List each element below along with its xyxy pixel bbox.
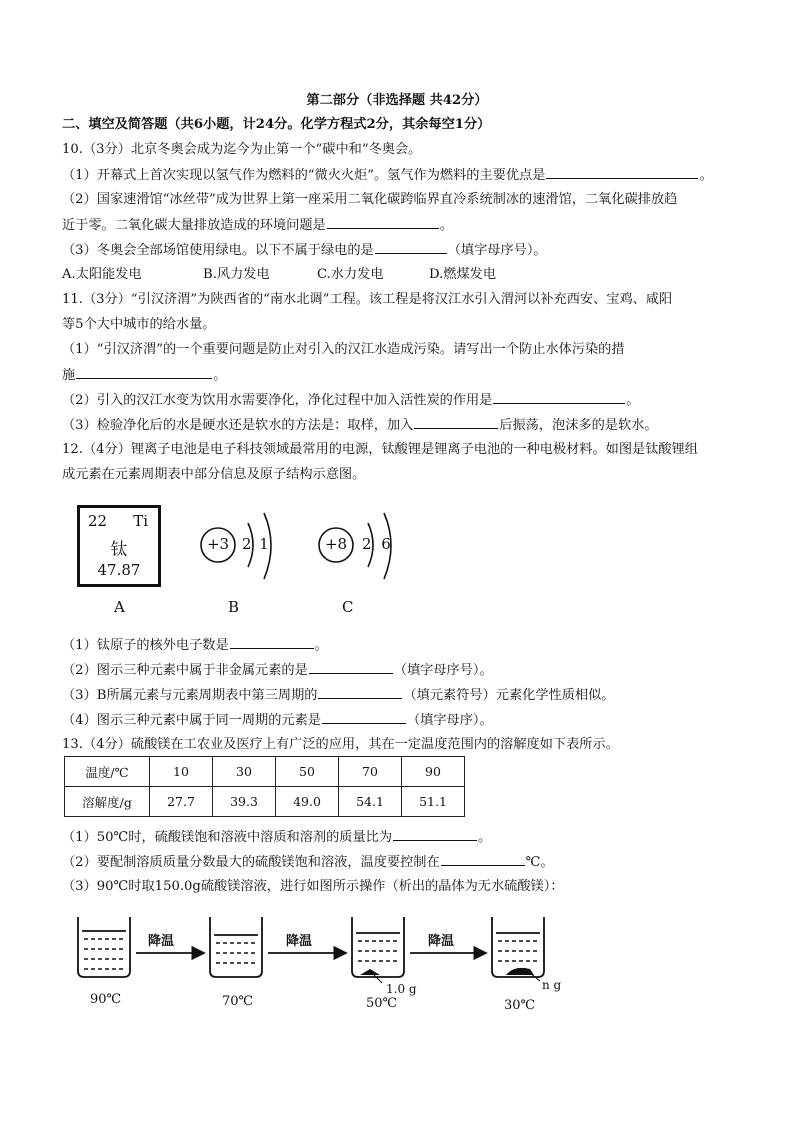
- element-name: 钛: [110, 540, 128, 560]
- table-cell: 30: [213, 757, 276, 787]
- figure-label-b: B: [228, 598, 240, 616]
- temp-label: 70℃: [222, 994, 254, 1009]
- q11-stem-line1: 11.（3分）“引汉济渭”为陕西省的“南水北调”工程。该工程是将汉江水引入渭河以补充西安、宝鸡、咸阳: [62, 292, 673, 307]
- crystal-icon: [506, 968, 534, 975]
- q12-sub4: （4）图示三种元素中属于同一周期的元素是 （填字母序）。: [62, 713, 493, 728]
- q12-sub1: （1）钛原子的核外电子数是 。: [62, 638, 328, 653]
- q11-sub2: （2）引入的汉江水变为饮用水需要净化，净化过程中加入活性炭的作用是 。: [62, 393, 640, 408]
- q10-sub1: （1）开幕式上首次实现以氢气作为燃料的“微火火炬”。氢气作为燃料的主要优点是 。: [62, 168, 713, 183]
- answer-blank[interactable]: [322, 711, 406, 724]
- crystal-icon: [360, 969, 380, 975]
- table-row: [65, 787, 465, 817]
- section-title: 第二部分（非选择题 共42分）: [306, 93, 488, 108]
- table-cell: 54.1: [339, 787, 402, 817]
- q12-sub2: （2）图示三种元素中属于非金属元素的是 （填字母序号）。: [62, 663, 493, 678]
- q11-stem-line2: 等5个大中城市的给水量。: [62, 317, 216, 332]
- q13-sub2: （2）要配制溶质质量分数最大的硫酸镁饱和溶液，温度要控制在 ℃。: [62, 855, 554, 870]
- q10-sub2-line2: 近于零。二氧化碳大量排放造成的环境问题是 。: [62, 218, 453, 233]
- table-row: [65, 757, 465, 787]
- table-cell: 27.7: [150, 787, 213, 817]
- answer-blank[interactable]: [493, 391, 625, 404]
- q11-sub1-line2: 施 。: [62, 368, 227, 383]
- answer-blank[interactable]: [414, 416, 498, 429]
- q10-options: [62, 266, 496, 284]
- table-cell: 50: [276, 757, 339, 787]
- temp-label: 30℃: [504, 998, 536, 1013]
- option-c: C.水力发电: [317, 267, 384, 282]
- option-d: D.燃煤发电: [429, 267, 497, 282]
- atom-diagram-b: [196, 505, 280, 587]
- arrow-label: 降温: [148, 934, 175, 949]
- nucleus-charge-b: +3: [206, 535, 230, 553]
- part-heading: 二、填空及简答题（共6小题，计24分。化学方程式2分，其余每空1分）: [62, 117, 491, 132]
- electron-shells-b: 2 1: [242, 535, 269, 553]
- option-a: A.太阳能发电: [62, 267, 142, 282]
- table-cell: 49.0: [276, 787, 339, 817]
- q10-stem: 10.（3分）北京冬奥会成为迄今为止第一个“碳中和“冬奥会。: [62, 142, 422, 157]
- answer-blank[interactable]: [441, 853, 525, 866]
- q11-sub1-line1: （1）“引汉济渭”的一个重要问题是防止对引入的汉江水造成污染。请写出一个防止水体污染的措: [62, 342, 625, 357]
- q11-sub3: （3）检验净化后的水是硬水还是软水的方法是：取样，加入 后振荡，泡沫多的是软水。: [62, 418, 658, 433]
- element-symbol: Ti: [133, 512, 148, 530]
- answer-blank[interactable]: [327, 216, 439, 229]
- beaker-icon: [78, 917, 130, 977]
- crystal-mass-30: n g: [542, 978, 562, 992]
- table-header-solubility: 溶解度/g: [65, 787, 150, 817]
- table-cell: 51.1: [402, 787, 465, 817]
- beaker-icon: [352, 917, 404, 977]
- q13-stem: 13.（4分）硫酸镁在工农业及医疗上有广泛的应用，其在一定温度范围内的溶解度如下表所示。: [62, 737, 619, 752]
- answer-blank[interactable]: [309, 661, 393, 674]
- q12-stem-line1: 12.（4分）锂离子电池是电子科技领域最常用的电源，钛酸锂是锂离子电池的一种电极材料。如图是钛酸锂组: [62, 442, 698, 457]
- answer-blank[interactable]: [546, 166, 698, 179]
- table-cell: 10: [150, 757, 213, 787]
- answer-blank[interactable]: [393, 828, 477, 841]
- q13-sub1: （1）50℃时，硫酸镁饱和溶液中溶质和溶剂的质量比为 。: [62, 830, 492, 845]
- temp-label: 50℃: [366, 996, 398, 1011]
- answer-blank[interactable]: [230, 636, 314, 649]
- element-card: [77, 505, 161, 587]
- q12-stem-line2: 成元素在元素周期表中部分信息及原子结构示意图。: [62, 467, 366, 482]
- atomic-mass: 47.87: [97, 561, 141, 579]
- figure-label-a: A: [114, 598, 125, 616]
- crystal-mass-50: 1.0 g: [386, 982, 417, 996]
- answer-blank[interactable]: [318, 686, 402, 699]
- answer-blank[interactable]: [76, 366, 212, 379]
- arrow-label: 降温: [428, 934, 455, 949]
- nucleus-charge-c: +8: [324, 535, 348, 553]
- solubility-table: [64, 756, 465, 817]
- arrow-label: 降温: [286, 934, 313, 949]
- beaker-icon: [492, 917, 544, 977]
- q10-sub3: （3）冬奥会全部场馆使用绿电。以下不属于绿电的是 （填字母序号）。: [62, 243, 547, 258]
- table-header-temp: 温度/℃: [65, 757, 150, 787]
- beaker-icon: [210, 917, 262, 977]
- atom-diagram-c: [314, 505, 404, 587]
- temp-label: 90℃: [90, 992, 122, 1007]
- q10-sub2-line1: （2）国家速滑馆“冰丝带”成为世界上第一座采用二氧化碳跨临界直冷系统制冰的速滑馆，二氧化碳排放趋: [62, 192, 678, 207]
- q12-sub3: （3）B所属元素与元素周期表中第三周期的 （填元素符号）元素化学性质相似。: [62, 688, 615, 703]
- table-cell: 39.3: [213, 787, 276, 817]
- answer-blank[interactable]: [375, 241, 447, 254]
- q13-sub3: （3）90℃时取150.0g硫酸镁溶液，进行如图所示操作（析出的晶体为无水硫酸镁）：: [62, 879, 564, 894]
- table-cell: 70: [339, 757, 402, 787]
- figure-label-c: C: [342, 598, 354, 616]
- atomic-number: 22: [88, 512, 108, 530]
- electron-shells-c: 2 6: [362, 535, 391, 553]
- table-cell: 90: [402, 757, 465, 787]
- option-b: B.风力发电: [203, 267, 270, 282]
